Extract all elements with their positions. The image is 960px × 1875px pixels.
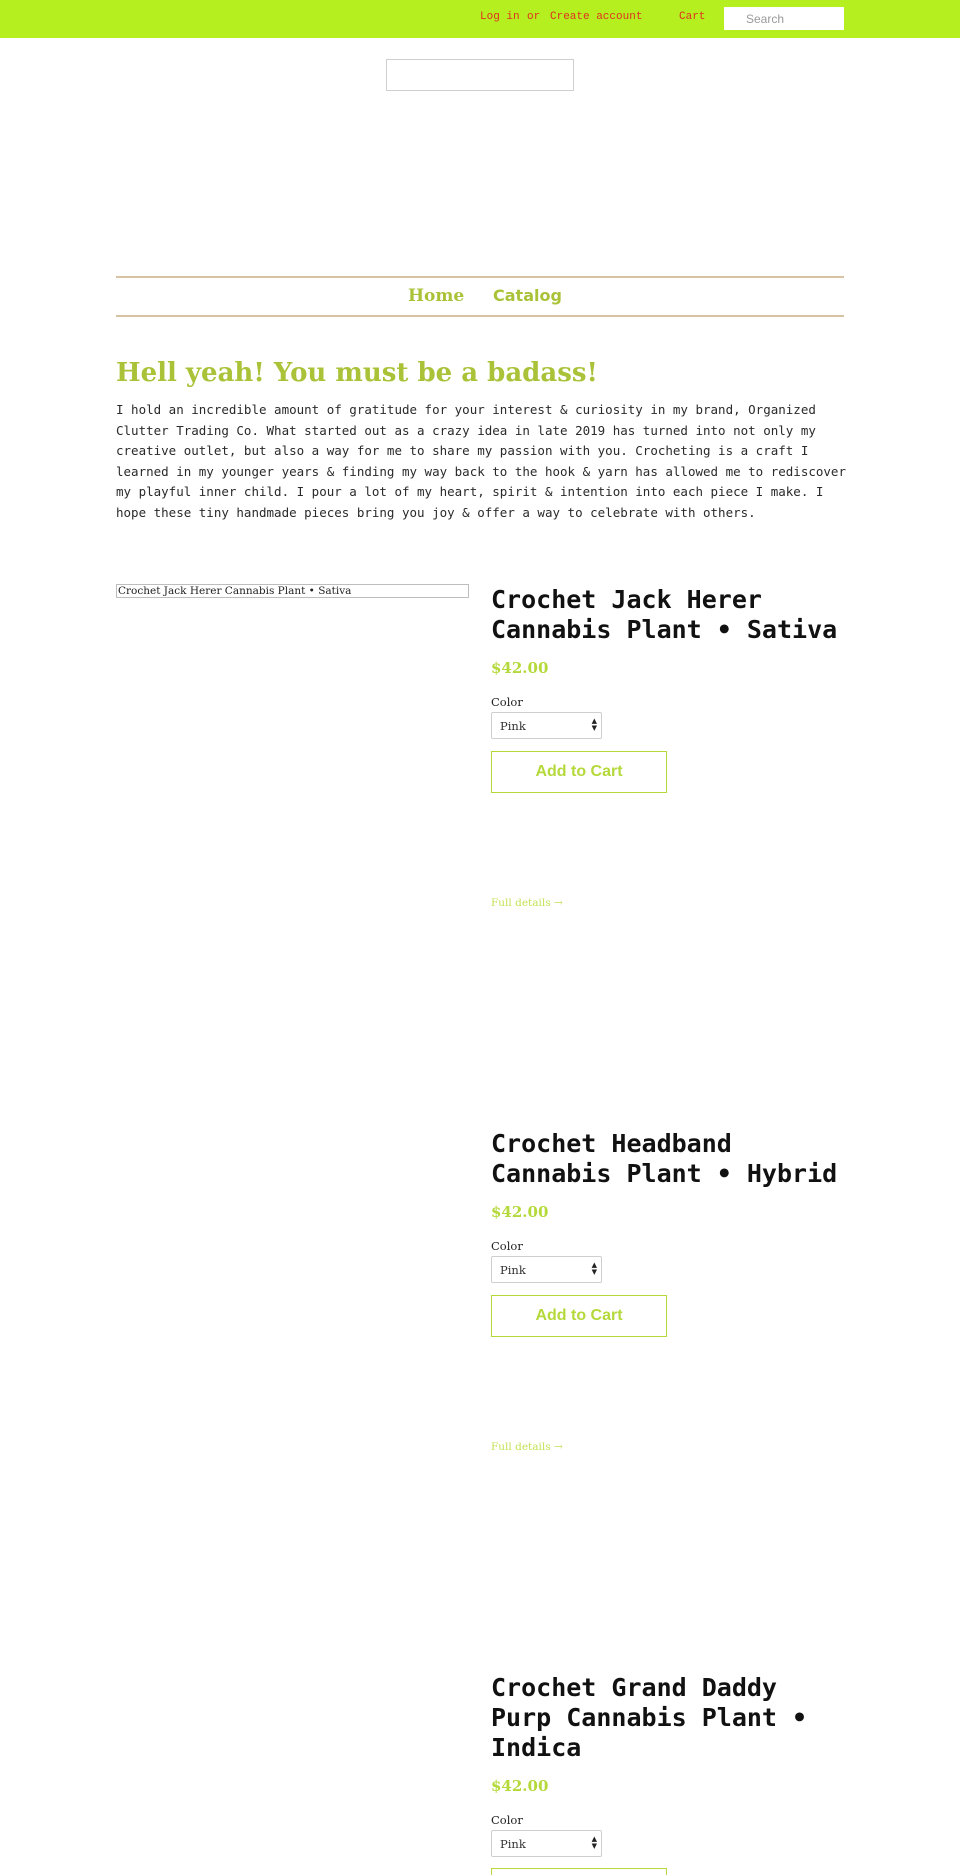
add-to-cart-button[interactable]: Add to Cart [491,751,667,793]
color-select[interactable] [491,1256,602,1283]
color-label: Color [491,1239,523,1253]
select-arrows-icon: ▲ ▼ [591,1261,597,1276]
product-price: $42.00 [491,659,549,677]
full-details-link[interactable]: Full details → [491,897,563,909]
full-details-link[interactable]: Full details → [491,1441,563,1453]
main-nav [116,276,844,317]
color-select[interactable] [491,712,602,739]
select-arrows-icon: ▲ ▼ [591,1835,597,1850]
add-to-cart-button[interactable] [491,1868,667,1875]
product-price: $42.00 [491,1203,549,1221]
or-separator: or [527,11,541,23]
color-label: Color [491,1813,523,1827]
add-to-cart-button[interactable]: Add to Cart [491,1295,667,1337]
color-select[interactable] [491,1830,602,1857]
intro-text: I hold an incredible amount of gratitude for your interest & curiosity in my brand, Organized Clutter Trading Co. What started out as a crazy idea in late 2019 has turned into not only my creative outlet, but also a way for me to share my passion with you. Crocheting is a craft I learned in my younger years & finding my way back to the hook & yarn has allowed me to rediscover my playful inner child. I pour a lot of my heart, spirit & intention into each piece I make. I hope these tiny handmade pieces bring you joy & offer a way to celebrate with others. [116,402,846,520]
product-image[interactable]: Crochet Jack Herer Cannabis Plant • Sativa [116,584,469,598]
create-account-link[interactable]: Create account [550,11,643,23]
page-title: Hell yeah! You must be a badass! [116,358,598,388]
select-arrows-icon: ▲ ▼ [591,717,597,732]
login-link[interactable]: Log in [480,11,520,23]
product-title[interactable]: Crochet Grand Daddy Purp Cannabis Plant • Indica [491,1673,808,1762]
top-bar [0,0,960,38]
product-price: $42.00 [491,1777,549,1795]
nav-item-home[interactable]: Home [408,286,465,306]
store-logo[interactable] [386,59,574,91]
color-label: Color [491,695,523,709]
color-select-value: Pink [500,1837,526,1851]
color-select-value: Pink [500,1263,526,1277]
color-select-value: Pink [500,719,526,733]
nav-item-catalog[interactable]: Catalog [493,286,562,305]
search-input[interactable] [724,7,844,30]
cart-link[interactable]: Cart [679,11,706,23]
product-title[interactable]: Crochet Jack Herer Cannabis Plant • Sativa [491,585,838,644]
product-title[interactable]: Crochet Headband Cannabis Plant • Hybrid [491,1129,838,1188]
